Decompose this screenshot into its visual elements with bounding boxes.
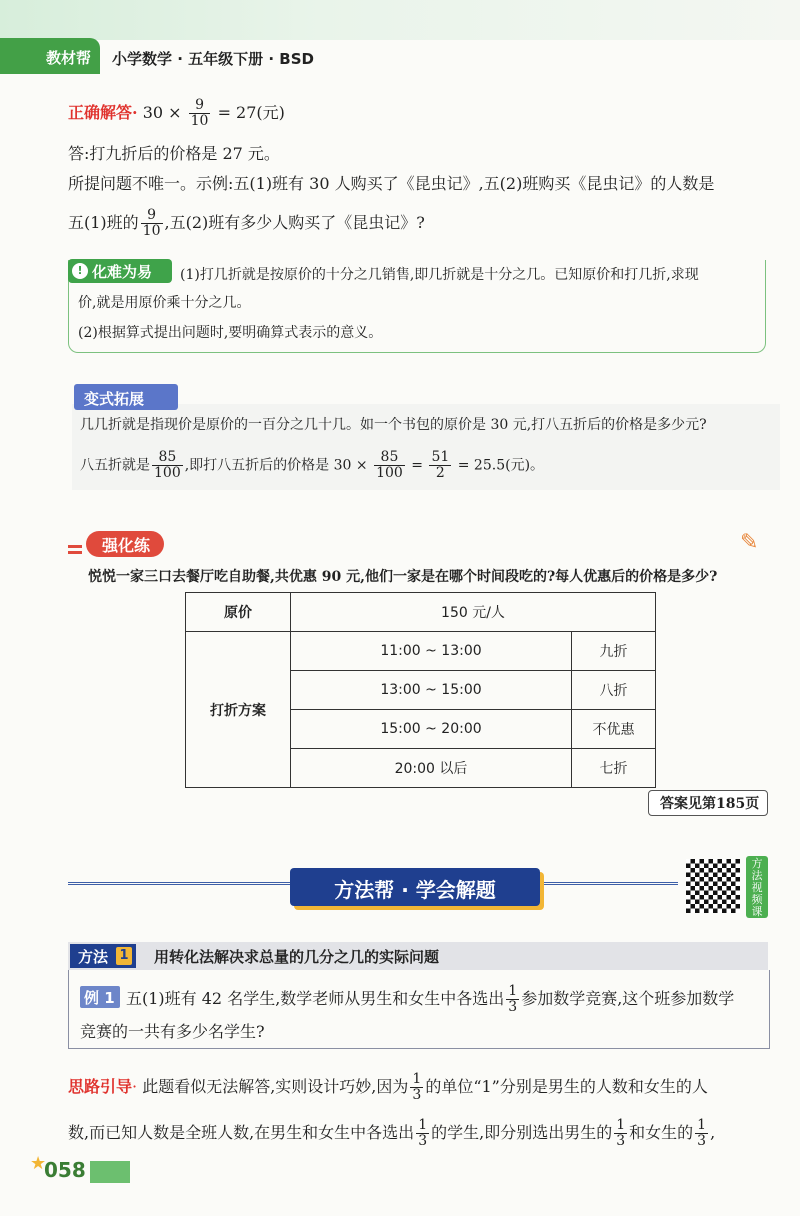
answer-fraction: $\frac{9}{10}$ — [190, 97, 209, 129]
practice-question: 悦悦一家三口去餐厅吃自助餐,共优惠 90 元,他们一家是在哪个时间段吃的?每人优惠后的价格是多少? — [88, 569, 718, 585]
answer-expression: 正确解答· 30 × $\frac{9}{10}$ = 27(元) — [68, 97, 285, 129]
tip-line3: (2)根据算式提出问题时,要明确算式表示的意义。 — [78, 325, 383, 341]
variant-label: 变式拓展 — [84, 390, 145, 408]
qr-code-icon[interactable] — [686, 859, 740, 913]
answer-expr-suffix: = 27(元) — [217, 103, 285, 122]
header-band — [0, 0, 800, 40]
variant-fraction-2: $\frac{85}{100}$ — [376, 449, 403, 481]
table-row — [186, 593, 656, 632]
guide-line1: 思路引导· 此题看似无法解答,实则设计巧妙,因为 $\frac{1}{3}$ 的单位“1”分别是男生的人数和女生的人 — [68, 1071, 708, 1103]
method-number: 1 — [116, 947, 132, 965]
plan-label-cell: 打折方案 — [186, 632, 291, 788]
answer-label: 正确解答 — [68, 103, 133, 122]
answer-note-line2: 五(1)班的 $\frac{9}{10}$ ,五(2)班有多少人购买了《昆虫记》? — [68, 207, 425, 239]
time-cell: 15:00 ~ 20:00 — [291, 710, 572, 749]
example-line1: 五(1)班有 42 名学生,数学老师从男生和女生中各选出 $\frac{1}{3}$ 参加数学竞赛,这个班参加数学 — [126, 983, 735, 1015]
variant-line2: 八五折就是 $\frac{85}{100}$ ,即打八五折后的价格是 30 × $\frac{85}{100}$ = $\frac{51}{2}$ = 25.5(元)。 — [80, 449, 545, 481]
brand-name: 教材帮 — [46, 49, 92, 67]
discount-table — [185, 592, 656, 788]
footer-tag — [90, 1161, 130, 1183]
time-cell: 20:00 以后 — [291, 749, 572, 788]
tip-line1: (1)打几折就是按原价的十分之几销售,即几折就是十分之几。已知原价和打几折,求现 — [180, 267, 699, 283]
practice-marker-icon — [68, 540, 82, 550]
answer-ref-text: 答案见第185页 — [660, 796, 760, 812]
page-number: 058 — [44, 1158, 86, 1182]
discount-cell: 九折 — [572, 632, 656, 671]
method-title: 用转化法解决求总量的几分之几的实际问题 — [154, 948, 440, 966]
answer-conclusion: 答:打九折后的价格是 27 元。 — [68, 144, 280, 163]
guide-line2: 数,而已知人数是全班人数,在男生和女生中各选出 $\frac{1}{3}$ 的学生,即分别选出男生的 $\frac{1}{3}$ 和女生的 $\frac{1}{3}$ , — [68, 1117, 716, 1149]
practice-label: 强化练 — [102, 536, 151, 555]
table-row — [186, 632, 656, 671]
answer-expr-prefix: 30 × — [142, 103, 182, 122]
answer-note-line1: 所提问题不唯一。示例:五(1)班有 30 人购买了《昆虫记》,五(2)班购买《昆虫记》的人数是 — [68, 174, 715, 193]
note-fraction: $\frac{9}{10}$ — [142, 207, 161, 239]
discount-cell: 不优惠 — [572, 710, 656, 749]
section-banner-title: 方法帮 · 学会解题 — [334, 878, 496, 902]
tip-line2: 价,就是用原价乘十分之几。 — [78, 295, 251, 311]
time-cell: 13:00 ~ 15:00 — [291, 671, 572, 710]
method-label: 方法 — [78, 948, 109, 966]
discount-cell: 七折 — [572, 749, 656, 788]
time-cell: 11:00 ~ 13:00 — [291, 632, 572, 671]
discount-cell: 八折 — [572, 671, 656, 710]
tip-label: 化难为易 — [92, 263, 153, 281]
price-value-cell: 150 元/人 — [291, 593, 656, 632]
variant-line1: 几几折就是指现价是原价的一百分之几十几。如一个书包的原价是 30 元,打八五折后的价格是多少元? — [80, 417, 707, 433]
guide-fraction: $\frac{1}{3}$ — [412, 1071, 422, 1103]
price-label-cell: 原价 — [186, 593, 291, 632]
video-tab-label: 方法视频课 — [751, 857, 763, 918]
variant-fraction-1: $\frac{85}{100}$ — [154, 449, 181, 481]
variant-fraction-3: $\frac{51}{2}$ — [431, 449, 450, 481]
example-fraction: $\frac{1}{3}$ — [508, 983, 518, 1015]
example-line2: 竞赛的一共有多少名学生? — [80, 1022, 265, 1041]
bulb-icon: ! — [72, 263, 88, 279]
guide-label: 思路引导 — [68, 1077, 133, 1096]
example-label: 例 1 — [84, 989, 115, 1007]
pencil-icon: ✎ — [740, 530, 759, 555]
star-icon: ★ — [30, 1153, 47, 1174]
header-title: 小学数学 · 五年级下册 · BSD — [112, 50, 314, 68]
